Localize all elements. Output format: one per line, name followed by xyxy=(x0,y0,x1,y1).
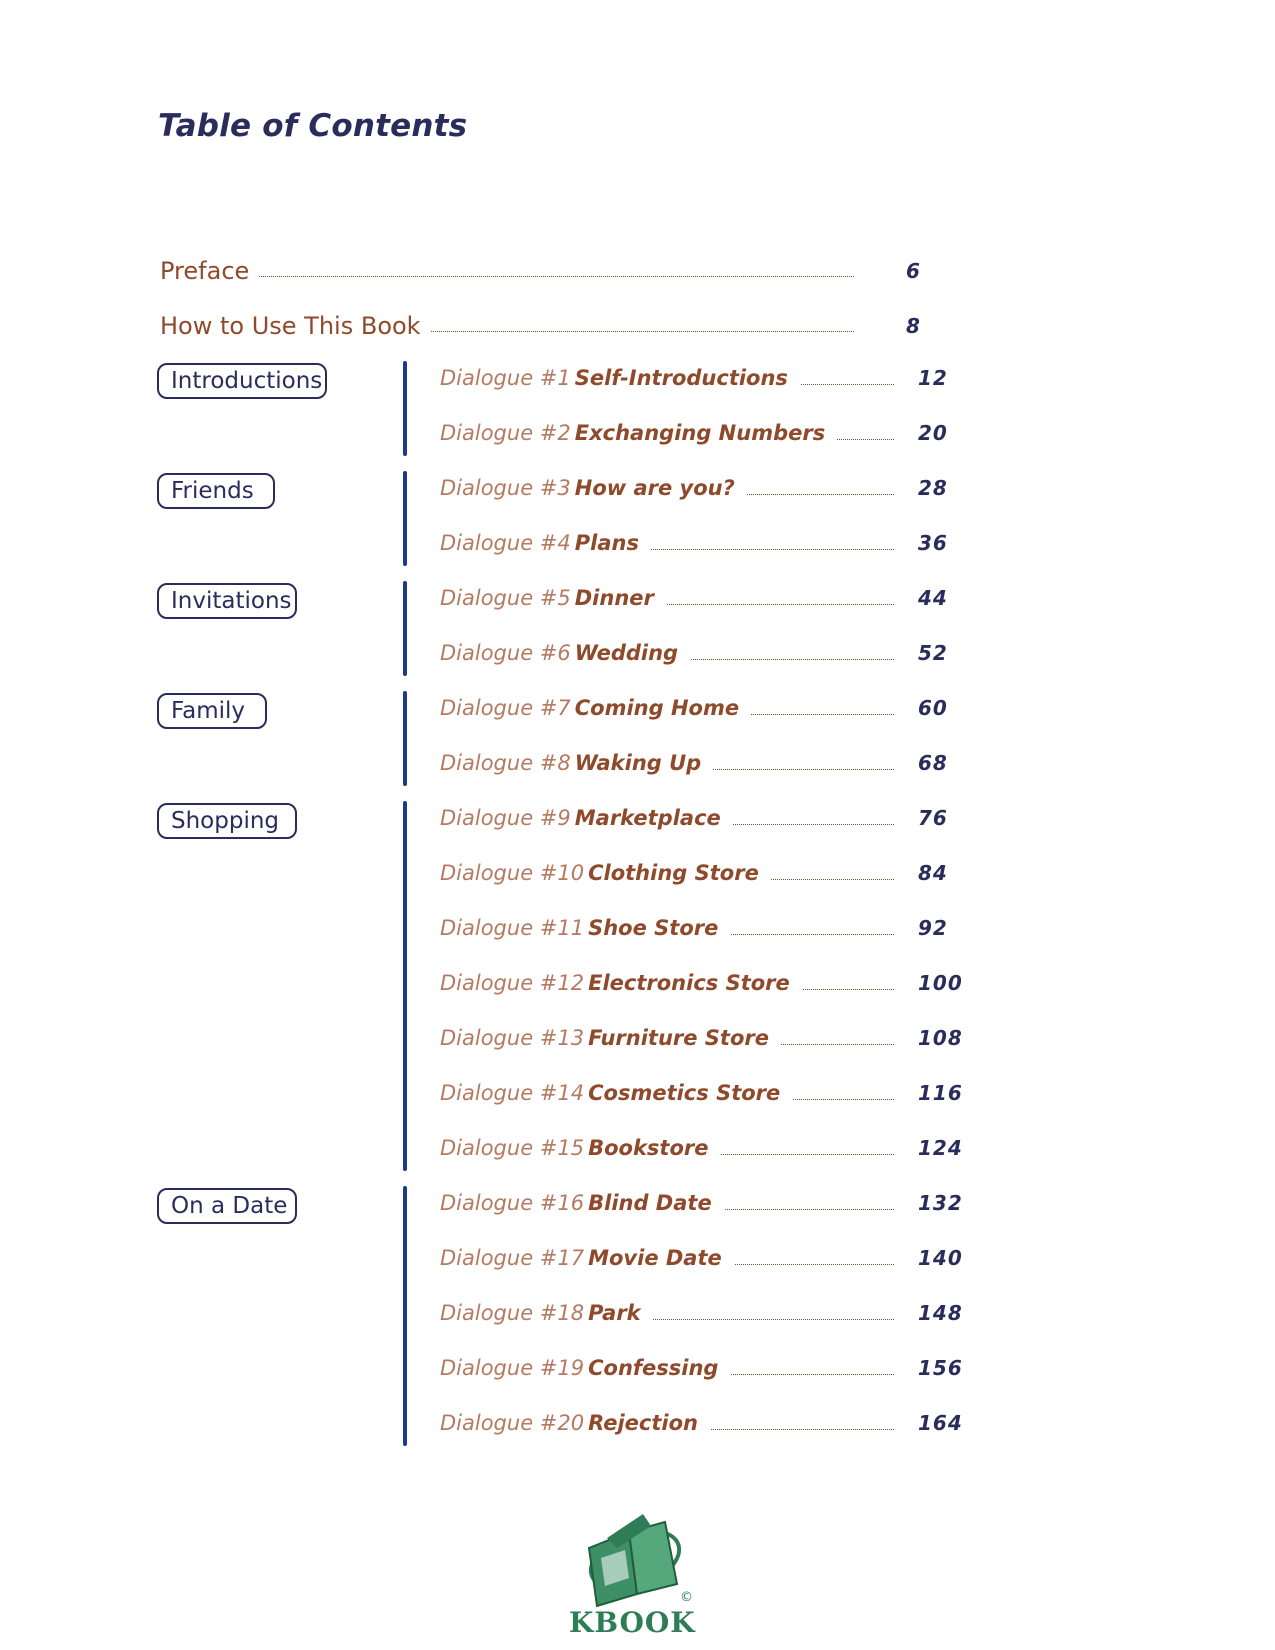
dialogue-number: Dialogue #1 xyxy=(440,366,571,390)
section-bar xyxy=(403,1186,407,1446)
dialogue-title: Furniture Store xyxy=(588,1026,769,1050)
page-number: 12 xyxy=(918,366,948,390)
dialogue-entry[interactable] xyxy=(440,361,948,395)
dialogue-entry[interactable] xyxy=(440,1186,963,1220)
dialogue-label xyxy=(440,1241,734,1277)
section-tag[interactable]: Family xyxy=(157,693,267,729)
dialogue-number: Dialogue #8 xyxy=(440,751,571,775)
dialogue-entry[interactable] xyxy=(440,416,948,450)
dialogue-entry[interactable] xyxy=(440,746,948,780)
toc-entry-preface[interactable] xyxy=(160,254,930,288)
dialogue-number: Dialogue #4 xyxy=(440,531,571,555)
dialogue-title: Exchanging Numbers xyxy=(574,421,826,445)
page-number: 156 xyxy=(918,1356,963,1380)
page-number: 84 xyxy=(918,861,948,885)
copyright-mark: © xyxy=(680,1590,693,1605)
dialogue-entry[interactable] xyxy=(440,801,948,835)
dialogue-number: Dialogue #16 xyxy=(440,1191,585,1215)
dialogue-label xyxy=(440,1406,710,1442)
dialogue-number: Dialogue #10 xyxy=(440,861,585,885)
toc-entry-how-to-use[interactable] xyxy=(160,309,930,343)
dialogue-entry[interactable] xyxy=(440,1076,963,1110)
dialogue-title: Plans xyxy=(574,531,639,555)
page-number: 6 xyxy=(906,259,920,283)
page-title: Table of Contents xyxy=(158,108,468,144)
dialogue-title: Wedding xyxy=(574,641,679,665)
dialogue-number: Dialogue #18 xyxy=(440,1301,585,1325)
dialogue-title: Coming Home xyxy=(574,696,740,720)
dialogue-entry[interactable] xyxy=(440,1131,963,1165)
dialogue-entry[interactable] xyxy=(440,526,948,560)
dialogue-title: Blind Date xyxy=(588,1191,712,1215)
page-number: 20 xyxy=(918,421,948,445)
section-bar xyxy=(403,471,407,566)
dialogue-entry[interactable] xyxy=(440,1351,963,1385)
dialogue-label xyxy=(440,1021,781,1057)
dialogue-entry[interactable] xyxy=(440,1296,963,1330)
dialogue-label xyxy=(440,1351,730,1387)
dialogue-number: Dialogue #6 xyxy=(440,641,571,665)
section-bar xyxy=(403,691,407,786)
section-bar xyxy=(403,361,407,456)
dialogue-label xyxy=(440,746,713,782)
dialogue-entry[interactable] xyxy=(440,911,948,945)
dialogue-entry[interactable] xyxy=(440,1241,963,1275)
section-tag[interactable]: Invitations xyxy=(157,583,297,619)
dialogue-label xyxy=(440,1186,724,1222)
dialogue-number: Dialogue #12 xyxy=(440,971,585,995)
dialogue-label xyxy=(440,636,690,672)
dialogue-entry[interactable] xyxy=(440,471,948,505)
page-number: 100 xyxy=(918,971,963,995)
dialogue-entry[interactable] xyxy=(440,1021,963,1055)
dialogue-entry[interactable] xyxy=(440,581,948,615)
dialogue-title: Park xyxy=(588,1301,641,1325)
page-number: 164 xyxy=(918,1411,963,1435)
page-number: 8 xyxy=(906,314,920,338)
dialogue-number: Dialogue #2 xyxy=(440,421,571,445)
dialogue-entry[interactable] xyxy=(440,856,948,890)
section-tag[interactable]: On a Date xyxy=(157,1188,297,1224)
section-bar xyxy=(403,581,407,676)
dialogue-label xyxy=(440,526,651,562)
dialogue-title: Cosmetics Store xyxy=(588,1081,781,1105)
dialogue-number: Dialogue #15 xyxy=(440,1136,585,1160)
page-number: 108 xyxy=(918,1026,963,1050)
dialogue-number: Dialogue #14 xyxy=(440,1081,585,1105)
page-number: 132 xyxy=(918,1191,963,1215)
dialogue-label xyxy=(440,966,802,1002)
dialogue-number: Dialogue #20 xyxy=(440,1411,585,1435)
page-number: 76 xyxy=(918,806,948,830)
dialogue-title: Confessing xyxy=(588,1356,719,1380)
dialogue-label xyxy=(440,581,666,617)
dialogue-number: Dialogue #3 xyxy=(440,476,571,500)
section-tag[interactable]: Friends xyxy=(157,473,275,509)
page-number: 28 xyxy=(918,476,948,500)
dialogue-label xyxy=(440,1131,721,1167)
dialogue-title: Marketplace xyxy=(574,806,721,830)
page-number: 116 xyxy=(918,1081,963,1105)
dialogue-entry[interactable] xyxy=(440,691,948,725)
dialogue-title: Self-Introductions xyxy=(574,366,788,390)
dialogue-title: How are you? xyxy=(574,476,735,500)
page-number: 92 xyxy=(918,916,948,940)
page-number: 140 xyxy=(918,1246,963,1270)
dialogue-title: Electronics Store xyxy=(588,971,790,995)
page-number: 68 xyxy=(918,751,948,775)
page-number: 124 xyxy=(918,1136,963,1160)
dialogue-title: Shoe Store xyxy=(588,916,719,940)
dialogue-label xyxy=(440,361,800,397)
dialogue-title: Dinner xyxy=(574,586,654,610)
dialogue-number: Dialogue #7 xyxy=(440,696,571,720)
dialogue-title: Bookstore xyxy=(588,1136,709,1160)
page-number: 148 xyxy=(918,1301,963,1325)
dialogue-label xyxy=(440,416,837,452)
section-bar xyxy=(403,801,407,1171)
dialogue-number: Dialogue #11 xyxy=(440,916,585,940)
entry-label: How to Use This Book xyxy=(160,309,431,343)
page-number: 44 xyxy=(918,586,948,610)
dialogue-title: Waking Up xyxy=(574,751,702,775)
entry-label: Preface xyxy=(160,254,259,288)
dialogue-number: Dialogue #13 xyxy=(440,1026,585,1050)
dialogue-entry[interactable] xyxy=(440,1406,963,1440)
dot-leader xyxy=(160,276,854,277)
page-number: 52 xyxy=(918,641,948,665)
dialogue-title: Rejection xyxy=(588,1411,698,1435)
dialogue-entry[interactable] xyxy=(440,966,963,1000)
dialogue-entry[interactable] xyxy=(440,636,948,670)
dialogue-label xyxy=(440,691,751,727)
page-number: 60 xyxy=(918,696,948,720)
dialogue-title: Movie Date xyxy=(588,1246,722,1270)
dialogue-label xyxy=(440,801,733,837)
dialogue-label xyxy=(440,1076,792,1112)
page-number: 36 xyxy=(918,531,948,555)
dialogue-number: Dialogue #19 xyxy=(440,1356,585,1380)
dialogue-title: Clothing Store xyxy=(588,861,759,885)
dialogue-label xyxy=(440,1296,653,1332)
dialogue-label xyxy=(440,911,730,947)
dialogue-number: Dialogue #5 xyxy=(440,586,571,610)
section-tag[interactable]: Introductions xyxy=(157,363,327,399)
dialogue-label xyxy=(440,471,747,507)
dialogue-number: Dialogue #9 xyxy=(440,806,571,830)
dialogue-label xyxy=(440,856,771,892)
dialogue-number: Dialogue #17 xyxy=(440,1246,585,1270)
logo-wordmark: KBOOK xyxy=(569,1606,696,1639)
section-tag[interactable]: Shopping xyxy=(157,803,297,839)
